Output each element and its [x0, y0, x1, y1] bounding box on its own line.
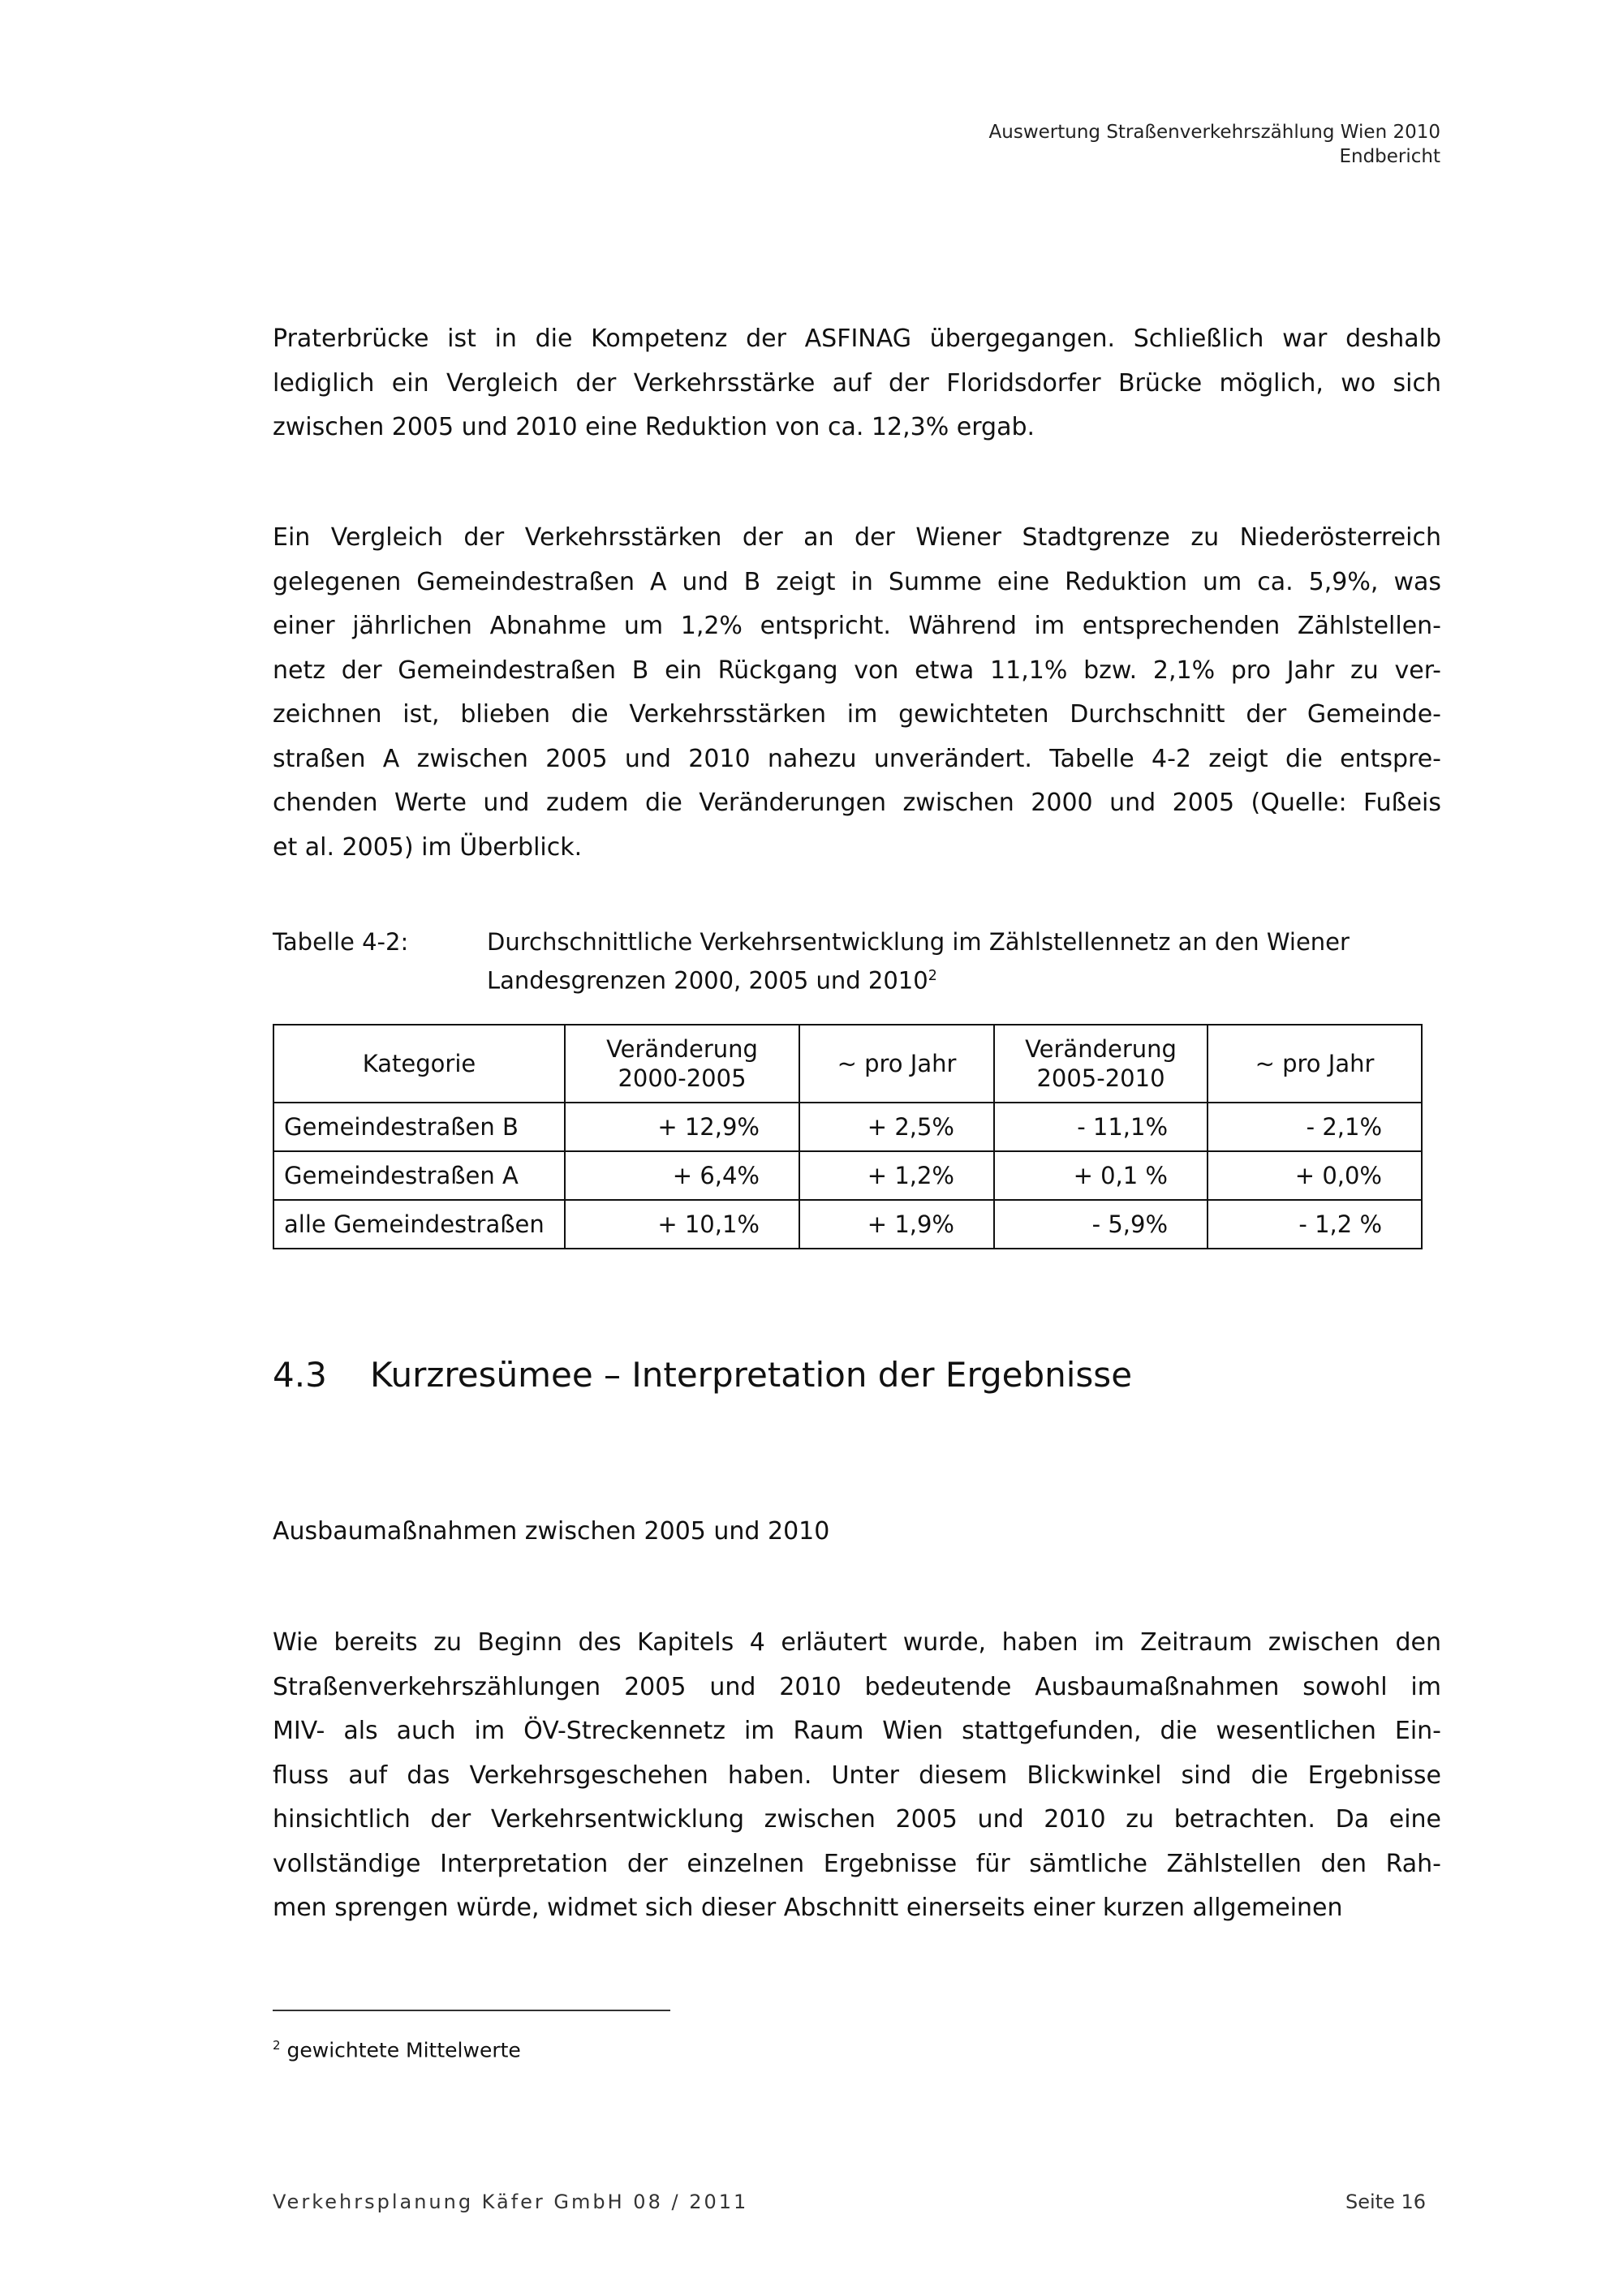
column-header: [994, 1025, 1208, 1103]
footnote: [273, 2038, 521, 2062]
running-header-subtitle: Endbericht: [1339, 146, 1440, 167]
text-line: vollständige Interpretation der einzelnen Ergebnisse für sämtliche Zählstellen den Rah-: [273, 1849, 1441, 1878]
footnote-text: gewichtete Mittelwerte: [286, 2038, 521, 2062]
caption-text: Landesgrenzen 2000, 2005 und 2010: [487, 966, 928, 995]
text-line: fluss auf das Verkehrsgeschehen haben. Unter diesem Blickwinkel sind die Ergebnisse: [273, 1761, 1441, 1790]
value-cell: + 2,5%: [799, 1103, 994, 1151]
text-line: et al. 2005) im Überblick.: [273, 832, 583, 862]
text-line: Wie bereits zu Beginn des Kapitels 4 erläutert wurde, haben im Zeitraum zwischen den: [273, 1628, 1441, 1657]
value-cell: + 10,1%: [565, 1200, 799, 1249]
text-line: men sprengen würde, widmet sich dieser Abschnitt einerseits einer kurzen allgemeinen: [273, 1894, 1343, 1922]
text-line: zwischen 2005 und 2010 eine Reduktion von ca. 12,3% ergab.: [273, 413, 1035, 441]
table-row: [273, 1151, 1422, 1200]
column-header: [565, 1025, 799, 1103]
footer-company: Verkehrsplanung Käfer GmbH 08 / 2011: [273, 2191, 749, 2213]
text-line: netz der Gemeindestraßen B ein Rückgang von etwa 11,1% bzw. 2,1% pro Jahr zu ver-: [273, 656, 1441, 685]
text-line: hinsichtlich der Verkehrsentwicklung zwischen 2005 und 2010 zu betrachten. Da eine: [273, 1805, 1441, 1834]
category-cell: Gemeindestraßen B: [273, 1103, 565, 1151]
text-line: Straßenverkehrszählungen 2005 und 2010 bedeutende Ausbaumaßnahmen sowohl im: [273, 1672, 1441, 1701]
value-cell: + 1,9%: [799, 1200, 994, 1249]
section-number: 4.3: [273, 1355, 327, 1395]
subheading: Ausbaumaßnahmen zwischen 2005 und 2010: [273, 1517, 830, 1546]
text-line: Praterbrücke ist in die Kompetenz der ASFINAG übergegangen. Schließlich war deshalb: [273, 325, 1441, 353]
text-line: Ein Vergleich der Verkehrsstärken der an der Wiener Stadtgrenze zu Niederösterreich: [273, 523, 1441, 552]
column-header-text: ~ pro Jahr: [837, 1050, 957, 1077]
text-line: einer jährlichen Abnahme um 1,2% entspricht. Während im entsprechenden Zählstellen-: [273, 612, 1441, 640]
category-cell: alle Gemeindestraßen: [273, 1200, 565, 1249]
page-number: Seite 16: [1345, 2191, 1426, 2213]
column-header-text: Veränderung: [1025, 1035, 1177, 1063]
value-cell: - 11,1%: [994, 1103, 1208, 1151]
column-header-text: 2000-2005: [618, 1064, 747, 1092]
column-header-text: Veränderung: [606, 1035, 758, 1063]
value-cell: + 0,0%: [1208, 1151, 1422, 1200]
category-cell: Gemeindestraßen A: [273, 1151, 565, 1200]
footnote-number: 2: [273, 2038, 281, 2053]
running-header-title: Auswertung Straßenverkehrszählung Wien 2010: [988, 122, 1440, 143]
paragraph-1: [273, 317, 1441, 450]
column-header: [1208, 1025, 1422, 1103]
value-cell: - 2,1%: [1208, 1103, 1422, 1151]
value-cell: + 0,1 %: [994, 1151, 1208, 1200]
text-line: lediglich ein Vergleich der Verkehrsstärke auf der Floridsdorfer Brücke möglich, wo sich: [273, 368, 1441, 398]
column-header-text: Kategorie: [362, 1050, 476, 1077]
value-cell: - 1,2 %: [1208, 1200, 1422, 1249]
table-label: Tabelle 4-2:: [273, 928, 409, 956]
text-line: gelegenen Gemeindestraßen A und B zeigt in Summe eine Reduktion um ca. 5,9%, was: [273, 567, 1441, 596]
table-row: [273, 1103, 1422, 1151]
paragraph-3: [273, 1621, 1441, 1931]
table-header-row: [273, 1025, 1422, 1103]
text-line: MIV- als auch im ÖV-Streckennetz im Raum Wien stattgefunden, die wesentlichen Ein-: [273, 1717, 1441, 1745]
text-line: chenden Werte und zudem die Veränderungen zwischen 2000 und 2005 (Quelle: Fußeis: [273, 789, 1441, 817]
value-cell: - 5,9%: [994, 1200, 1208, 1249]
table-caption-line1: Durchschnittliche Verkehrsentwicklung im Zählstellennetz an den Wiener: [487, 928, 1350, 956]
traffic-development-table: [273, 1024, 1423, 1249]
column-header-text: 2005-2010: [1036, 1064, 1165, 1092]
footnote-ref: 2: [928, 968, 937, 984]
column-header: [799, 1025, 994, 1103]
text-line: straßen A zwischen 2005 und 2010 nahezu unverändert. Tabelle 4-2 zeigt die entspre-: [273, 744, 1441, 773]
table-row: [273, 1200, 1422, 1249]
value-cell: + 1,2%: [799, 1151, 994, 1200]
table-caption: [487, 925, 1350, 998]
paragraph-2: [273, 516, 1441, 870]
table-caption-line2: [487, 959, 1350, 998]
value-cell: + 12,9%: [565, 1103, 799, 1151]
text-line: zeichnen ist, blieben die Verkehrsstärken im gewichteten Durchschnitt der Gemeinde-: [273, 700, 1441, 729]
column-header-text: ~ pro Jahr: [1255, 1050, 1375, 1077]
column-header: [273, 1025, 565, 1103]
footnote-divider: [273, 2010, 670, 2011]
value-cell: + 6,4%: [565, 1151, 799, 1200]
section-title: Kurzresümee – Interpretation der Ergebnisse: [370, 1355, 1133, 1395]
section-heading: [273, 1355, 1132, 1395]
